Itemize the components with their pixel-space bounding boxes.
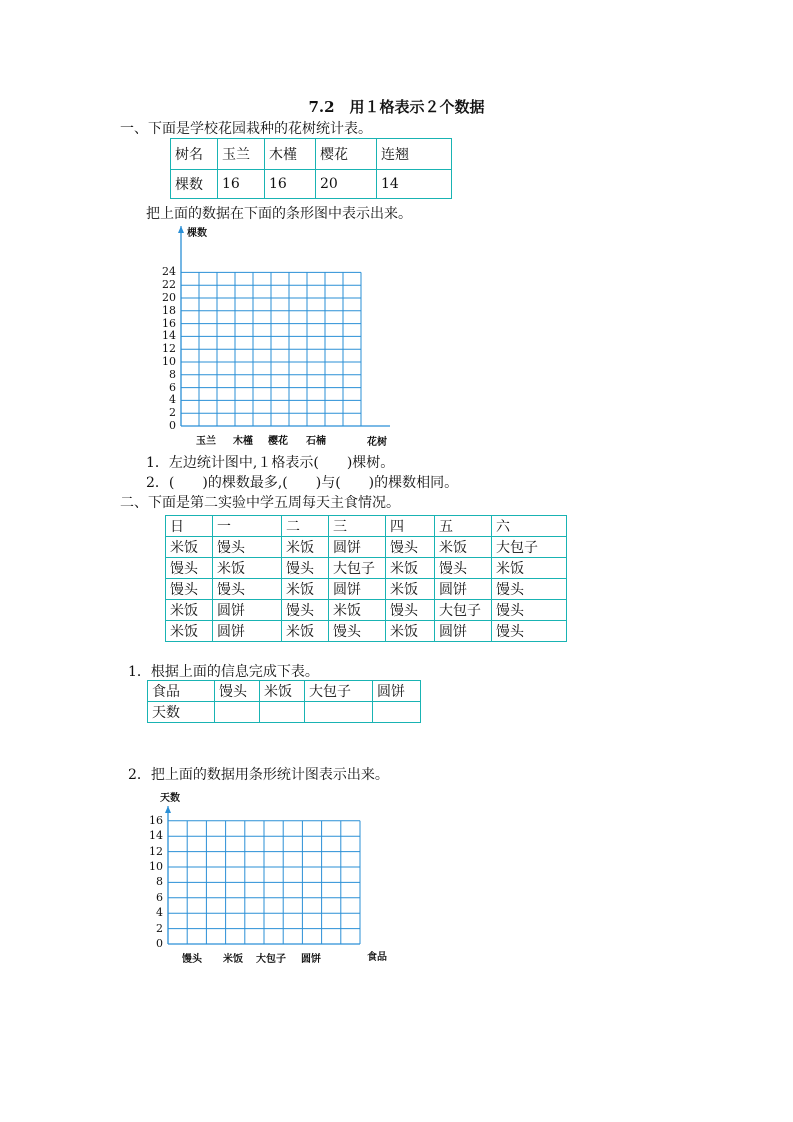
y-tick-label: 2 xyxy=(156,921,163,935)
y-tick-label: 20 xyxy=(162,291,176,304)
x-category-label: 石楠 xyxy=(306,436,326,447)
y-tick-label: 12 xyxy=(162,342,176,356)
y-tick-label: 24 xyxy=(162,265,176,279)
table-cell: 米饭 xyxy=(386,579,435,600)
question-2-1: 1．根据上面的信息完成下表。 xyxy=(128,664,319,680)
chart1-xlabel: 花树 xyxy=(367,437,387,448)
table-cell: 馒头 xyxy=(386,537,435,558)
table-cell: 馒头 xyxy=(213,579,282,600)
table-cell: 米饭 xyxy=(166,600,213,621)
table-cell: 米饭 xyxy=(282,621,329,642)
table-cell: 大包子 xyxy=(305,681,373,702)
table-cell: 食品 xyxy=(148,681,215,702)
y-tick-label: 12 xyxy=(149,844,163,858)
table-cell: 大包子 xyxy=(435,600,492,621)
x-category-label: 圆饼 xyxy=(301,954,321,965)
table-cell: 米饭 xyxy=(435,537,492,558)
y-tick-label: 4 xyxy=(169,393,176,407)
table-cell: 16 xyxy=(265,170,316,199)
table-cell: 米饭 xyxy=(329,600,386,621)
table-cell: 圆饼 xyxy=(329,537,386,558)
table-cell: 米饭 xyxy=(166,537,213,558)
table-cell: 馒头 xyxy=(329,621,386,642)
table-cell: 馒头 xyxy=(282,600,329,621)
table-cell: 日 xyxy=(166,516,213,537)
y-tick-label: 10 xyxy=(149,860,163,873)
table-cell: 米饭 xyxy=(282,579,329,600)
table-cell: 馒头 xyxy=(213,537,282,558)
page-title: 7.2 用１格表示２个数据 xyxy=(308,98,485,116)
table-cell: 大包子 xyxy=(492,537,567,558)
table-cell: 树名 xyxy=(171,139,218,170)
section2-heading: 二、下面是第二实验中学五周每天主食情况。 xyxy=(120,495,400,511)
x-category-label: 馒头 xyxy=(182,954,202,965)
table-cell: 连翘 xyxy=(377,139,452,170)
x-category-label: 玉兰 xyxy=(196,436,216,447)
chart1-ylabel: 棵数 xyxy=(187,228,207,239)
y-tick-label: 16 xyxy=(162,316,176,330)
table-cell: 圆饼 xyxy=(329,579,386,600)
table-cell: 馒头 xyxy=(166,579,213,600)
table-cell: 圆饼 xyxy=(435,579,492,600)
table-cell: 天数 xyxy=(148,702,215,723)
table-cell: 棵数 xyxy=(171,170,218,199)
table-cell: 圆饼 xyxy=(213,621,282,642)
table-cell: 樱花 xyxy=(316,139,377,170)
table-cell: 米饭 xyxy=(282,537,329,558)
y-tick-label: 8 xyxy=(156,875,163,889)
table-cell: 馒头 xyxy=(492,621,567,642)
table-cell: 米饭 xyxy=(260,681,305,702)
table-cell: 20 xyxy=(316,170,377,199)
y-tick-label: 10 xyxy=(162,355,176,368)
table-cell: 14 xyxy=(377,170,452,199)
y-tick-label: 6 xyxy=(169,380,176,394)
table-cell: 大包子 xyxy=(329,558,386,579)
table-cell: 米饭 xyxy=(492,558,567,579)
table-cell: 米饭 xyxy=(386,621,435,642)
y-tick-label: 4 xyxy=(156,906,163,920)
question-1-2: 2．( )的棵数最多,( )与( )的棵数相同。 xyxy=(146,475,459,491)
section1-heading: 一、下面是学校花园栽种的花树统计表。 xyxy=(120,121,372,137)
y-axis-arrow xyxy=(165,806,171,813)
table-cell: 圆饼 xyxy=(373,681,421,702)
table-cell: 二 xyxy=(282,516,329,537)
y-tick-label: 16 xyxy=(149,813,163,827)
y-tick-label: 14 xyxy=(149,829,163,843)
table-cell: 米饭 xyxy=(386,558,435,579)
x-category-label: 米饭 xyxy=(223,954,243,965)
chart2-ylabel: 天数 xyxy=(160,793,180,804)
table-cell: 米饭 xyxy=(213,558,282,579)
y-tick-label: 18 xyxy=(162,303,176,317)
table-cell: 馒头 xyxy=(435,558,492,579)
table-cell: 馒头 xyxy=(386,600,435,621)
table-cell: 圆饼 xyxy=(435,621,492,642)
table-cell: 馒头 xyxy=(282,558,329,579)
table-cell: 馒头 xyxy=(492,600,567,621)
y-tick-label: 2 xyxy=(169,406,176,420)
y-tick-label: 0 xyxy=(169,419,176,432)
table-cell: 四 xyxy=(386,516,435,537)
y-tick-label: 14 xyxy=(162,329,176,343)
table-cell: 馒头 xyxy=(215,681,260,702)
x-category-label: 大包子 xyxy=(256,954,286,965)
table-cell: 馒头 xyxy=(166,558,213,579)
table-cell: 米饭 xyxy=(166,621,213,642)
y-tick-label: 22 xyxy=(162,278,176,292)
table-cell: 16 xyxy=(218,170,265,199)
section1-instruction: 把上面的数据在下面的条形图中表示出来。 xyxy=(146,206,412,222)
y-tick-label: 8 xyxy=(169,367,176,381)
table-cell: 三 xyxy=(329,516,386,537)
table-cell: 馒头 xyxy=(492,579,567,600)
x-category-label: 木槿 xyxy=(233,436,253,447)
chart2-xlabel: 食品 xyxy=(367,952,387,963)
question-2-2: 2．把上面的数据用条形统计图表示出来。 xyxy=(128,767,389,783)
y-tick-label: 6 xyxy=(156,890,163,904)
table-cell: 圆饼 xyxy=(213,600,282,621)
table-cell: 一 xyxy=(213,516,282,537)
table-cell: 六 xyxy=(492,516,567,537)
table-cell: 玉兰 xyxy=(218,139,265,170)
y-tick-label: 0 xyxy=(156,937,163,950)
table-cell: 木槿 xyxy=(265,139,316,170)
table-cell: 五 xyxy=(435,516,492,537)
x-category-label: 樱花 xyxy=(268,436,288,447)
question-1-1: 1．左边统计图中,１格表示( )棵树。 xyxy=(146,455,395,471)
